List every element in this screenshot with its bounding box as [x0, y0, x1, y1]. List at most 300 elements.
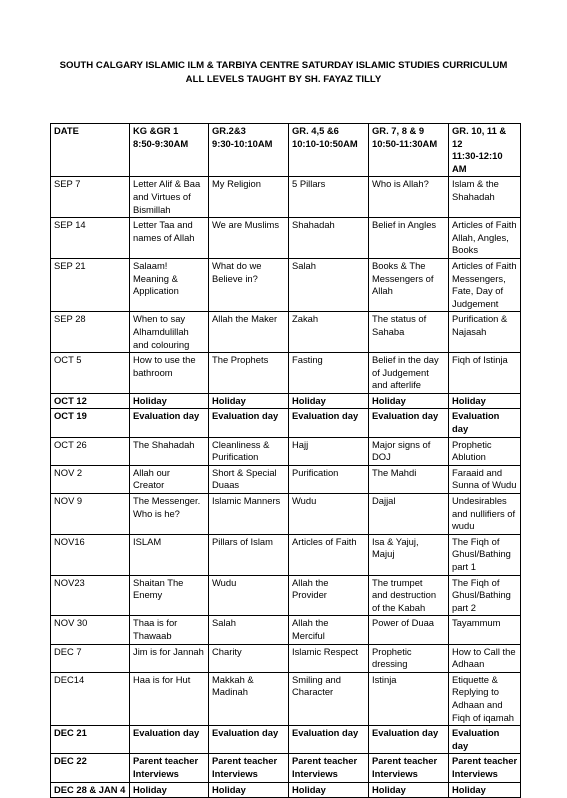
table-row — [51, 534, 521, 575]
topic-cell-gr2-3 — [209, 353, 289, 394]
cell-line: Undesirables — [452, 495, 507, 507]
cell-line: Holiday — [292, 394, 326, 406]
cell-line: Meaning & — [133, 272, 178, 284]
topic-cell-gr4-6 — [289, 644, 369, 672]
cell-line: Ghusl/Bathing — [452, 589, 511, 601]
cell-line: Parent teacher — [452, 755, 518, 767]
cell-line: My Religion — [212, 178, 261, 190]
cell-line: Purification & — [452, 313, 508, 325]
topic-cell-gr10-12 — [449, 353, 521, 394]
cell-line: Holiday — [212, 783, 246, 795]
cell-line: Judgement — [452, 297, 499, 309]
cell-line: Bismillah — [133, 203, 171, 215]
topic-cell-gr7-9 — [369, 494, 449, 535]
cell-line: How to use the — [133, 354, 196, 366]
topic-cell-gr4-6 — [289, 258, 369, 311]
cell-line: Letter Taa and — [133, 219, 193, 231]
cell-line: The trumpet — [372, 576, 423, 588]
cell-line: Madinah — [212, 686, 248, 698]
cell-line: Prophetic — [372, 645, 412, 657]
topic-cell-gr4-6 — [289, 672, 369, 725]
cell-line: The Shahadah — [133, 438, 195, 450]
topic-cell-gr4-6 — [289, 754, 369, 782]
cell-line: Belief in the day — [372, 354, 439, 366]
cell-line: Zakah — [292, 313, 319, 325]
cell-line: Haa is for Hut — [133, 673, 191, 685]
topic-cell-gr2-3 — [209, 258, 289, 311]
cell-line: Allah the — [292, 576, 329, 588]
cell-line: SEP 28 — [54, 313, 86, 325]
cell-line: and Virtues of — [133, 190, 191, 202]
cell-line: Ablution — [452, 451, 486, 463]
cell-line: DEC 22 — [54, 755, 87, 767]
cell-line: DEC 28 & JAN 4 — [54, 783, 126, 795]
topic-cell-gr2-3 — [209, 672, 289, 725]
cell-line: SEP 14 — [54, 219, 86, 231]
cell-line: Letter Alif & Baa — [133, 178, 201, 190]
topic-cell-kg-gr1 — [130, 575, 209, 616]
cell-line: Majuj — [372, 548, 395, 560]
cell-line: Smiling and — [292, 673, 341, 685]
table-header-row — [51, 124, 521, 177]
cell-line: NOV 2 — [54, 466, 83, 478]
topic-cell-gr4-6 — [289, 353, 369, 394]
table-row — [51, 575, 521, 616]
cell-line: OCT 26 — [54, 438, 87, 450]
cell-line: Believe in? — [212, 272, 258, 284]
cell-line: Evaluation day — [133, 410, 200, 422]
cell-line: Short & Special — [212, 466, 277, 478]
cell-line: Holiday — [133, 394, 167, 406]
cell-line: Allah, Angles, — [452, 231, 509, 243]
cell-line: Evaluation day — [292, 410, 359, 422]
cell-line: Articles of Faith — [452, 259, 517, 271]
topic-cell-gr2-3 — [209, 782, 289, 798]
cell-line: When to say — [133, 313, 186, 325]
topic-cell-gr7-9 — [369, 353, 449, 394]
cell-line: The Fiqh of — [452, 535, 500, 547]
cell-line: 10:10-10:50AM — [292, 137, 358, 149]
cell-line: Allah the Maker — [212, 313, 278, 325]
topic-cell-gr2-3 — [209, 465, 289, 493]
cell-line: Interviews — [452, 767, 498, 779]
cell-line: Makkah & — [212, 673, 254, 685]
column-header-gr4-6 — [289, 124, 369, 177]
cell-line: The status of — [372, 313, 427, 325]
topic-cell-gr4-6 — [289, 393, 369, 409]
cell-line: Interviews — [133, 767, 179, 779]
cell-line: Charity — [212, 645, 242, 657]
cell-line: ISLAM — [133, 535, 162, 547]
table-row — [51, 393, 521, 409]
cell-line: Pillars of Islam — [212, 535, 273, 547]
date-cell — [51, 534, 130, 575]
table-row — [51, 218, 521, 259]
table-row — [51, 672, 521, 725]
table-row — [51, 465, 521, 493]
topic-cell-gr2-3 — [209, 312, 289, 353]
topic-cell-gr7-9 — [369, 177, 449, 218]
topic-cell-gr10-12 — [449, 465, 521, 493]
cell-line: NOV16 — [54, 535, 85, 547]
cell-line: Sahaba — [372, 325, 405, 337]
topic-cell-gr7-9 — [369, 393, 449, 409]
cell-line: Adhaan — [452, 658, 485, 670]
topic-cell-gr10-12 — [449, 575, 521, 616]
cell-line: Wudu — [292, 495, 317, 507]
cell-line: Evaluation day — [212, 727, 279, 739]
cell-line: Evaluation day — [212, 410, 279, 422]
cell-line: Thaa is for — [133, 617, 178, 629]
cell-line: Salah — [292, 259, 316, 271]
topic-cell-gr10-12 — [449, 177, 521, 218]
topic-cell-gr7-9 — [369, 644, 449, 672]
cell-line: The Prophets — [212, 354, 269, 366]
cell-line: Allah — [372, 285, 393, 297]
topic-cell-gr4-6 — [289, 534, 369, 575]
cell-line: Evaluation day — [452, 727, 500, 751]
cell-line: Power of Duaa — [372, 617, 435, 629]
cell-line: Interviews — [372, 767, 418, 779]
topic-cell-gr10-12 — [449, 616, 521, 644]
cell-line: Articles of Faith — [452, 219, 517, 231]
table-row — [51, 177, 521, 218]
table-row — [51, 616, 521, 644]
cell-line: GR. 10, 11 & 12 — [452, 125, 507, 149]
topic-cell-gr10-12 — [449, 644, 521, 672]
topic-cell-kg-gr1 — [130, 409, 209, 437]
cell-line: DEC14 — [54, 673, 85, 685]
cell-line: Holiday — [372, 783, 406, 795]
topic-cell-gr7-9 — [369, 575, 449, 616]
topic-cell-gr7-9 — [369, 258, 449, 311]
topic-cell-gr7-9 — [369, 782, 449, 798]
cell-line: NOV23 — [54, 576, 85, 588]
topic-cell-gr7-9 — [369, 218, 449, 259]
cell-line: Alhamdulillah — [133, 325, 189, 337]
topic-cell-gr2-3 — [209, 754, 289, 782]
date-cell — [51, 437, 130, 465]
topic-cell-gr4-6 — [289, 312, 369, 353]
cell-line: KG &GR 1 — [133, 125, 179, 136]
topic-cell-gr10-12 — [449, 494, 521, 535]
cell-line: Messengers, — [452, 272, 506, 284]
document-title — [0, 59, 567, 87]
cell-line: Purification — [212, 451, 259, 463]
cell-line: GR. 4,5 &6 — [292, 125, 339, 136]
cell-line: DEC 21 — [54, 727, 87, 739]
cell-line: 5 Pillars — [292, 178, 326, 190]
date-cell — [51, 644, 130, 672]
topic-cell-gr7-9 — [369, 672, 449, 725]
topic-cell-kg-gr1 — [130, 218, 209, 259]
topic-cell-gr10-12 — [449, 393, 521, 409]
cell-line: Messengers of — [372, 272, 434, 284]
topic-cell-gr2-3 — [209, 494, 289, 535]
topic-cell-gr2-3 — [209, 218, 289, 259]
cell-line: GR.2&3 — [212, 125, 246, 136]
cell-line: 11:30-12:10 AM — [452, 150, 503, 174]
cell-line: 9:30-10:10AM — [212, 137, 273, 149]
cell-line: DEC 7 — [54, 645, 82, 657]
column-header-gr10-12 — [449, 124, 521, 177]
topic-cell-gr4-6 — [289, 575, 369, 616]
cell-line: Character — [292, 686, 334, 698]
table-row — [51, 258, 521, 311]
topic-cell-gr7-9 — [369, 465, 449, 493]
column-header-gr2-3 — [209, 124, 289, 177]
cell-line: Hajj — [292, 438, 309, 450]
topic-cell-kg-gr1 — [130, 644, 209, 672]
title-line-1: SOUTH CALGARY ISLAMIC ILM & TARBIYA CENTRE SATURDAY ISLAMIC STUDIES CURRICULUM — [59, 60, 508, 71]
cell-line: SEP 7 — [54, 178, 81, 190]
date-cell — [51, 409, 130, 437]
cell-line: and afterlife — [372, 379, 421, 391]
topic-cell-gr2-3 — [209, 644, 289, 672]
cell-line: dressing — [372, 658, 408, 670]
cell-line: Interviews — [292, 767, 338, 779]
topic-cell-gr10-12 — [449, 218, 521, 259]
table-row — [51, 409, 521, 437]
cell-line: Shahadah — [452, 190, 495, 202]
cell-line: Application — [133, 285, 179, 297]
topic-cell-kg-gr1 — [130, 312, 209, 353]
topic-cell-kg-gr1 — [130, 437, 209, 465]
cell-line: Fasting — [292, 354, 323, 366]
cell-line: Wudu — [212, 576, 237, 588]
table-row — [51, 782, 521, 798]
topic-cell-kg-gr1 — [130, 177, 209, 218]
cell-line: Najasah — [452, 325, 487, 337]
cell-line: SEP 21 — [54, 259, 86, 271]
cell-line: and destruction — [372, 589, 437, 601]
column-header-gr7-9 — [369, 124, 449, 177]
topic-cell-gr4-6 — [289, 782, 369, 798]
cell-line: and nullifiers of — [452, 507, 516, 519]
topic-cell-kg-gr1 — [130, 353, 209, 394]
topic-cell-gr2-3 — [209, 409, 289, 437]
topic-cell-gr7-9 — [369, 534, 449, 575]
cell-line: Jim is for Jannah — [133, 645, 204, 657]
date-cell — [51, 575, 130, 616]
cell-line: Islamic Manners — [212, 495, 281, 507]
cell-line: Tayammum — [452, 617, 501, 629]
cell-line: of the Kabah — [372, 601, 426, 613]
table-row — [51, 312, 521, 353]
date-cell — [51, 672, 130, 725]
topic-cell-gr10-12 — [449, 312, 521, 353]
cell-line: Provider — [292, 589, 327, 601]
table-row — [51, 353, 521, 394]
cell-line: Holiday — [212, 394, 246, 406]
topic-cell-kg-gr1 — [130, 754, 209, 782]
cell-line: Interviews — [212, 767, 258, 779]
topic-cell-gr7-9 — [369, 754, 449, 782]
date-cell — [51, 218, 130, 259]
topic-cell-gr2-3 — [209, 616, 289, 644]
date-cell — [51, 754, 130, 782]
topic-cell-gr7-9 — [369, 312, 449, 353]
topic-cell-gr4-6 — [289, 409, 369, 437]
cell-line: Holiday — [452, 394, 486, 406]
topic-cell-gr4-6 — [289, 616, 369, 644]
cell-line: 10:50-11:30AM — [372, 137, 438, 149]
topic-cell-gr2-3 — [209, 393, 289, 409]
cell-line: Evaluation day — [372, 727, 439, 739]
topic-cell-gr10-12 — [449, 409, 521, 437]
cell-line: Ghusl/Bathing — [452, 548, 511, 560]
date-cell — [51, 312, 130, 353]
topic-cell-kg-gr1 — [130, 465, 209, 493]
date-cell — [51, 177, 130, 218]
cell-line: Duaas — [212, 479, 240, 491]
cell-line: Dajjal — [372, 495, 396, 507]
cell-line: of Judgement — [372, 366, 429, 378]
cell-line: The Fiqh of — [452, 576, 500, 588]
cell-line: Purification — [292, 466, 339, 478]
cell-line: Sunna of Wudu — [452, 479, 517, 491]
cell-line: 8:50-9:30AM — [133, 137, 189, 149]
cell-line: Fiqh of Istinja — [452, 354, 508, 366]
cell-line: Adhaan and — [452, 698, 503, 710]
table-row — [51, 437, 521, 465]
date-cell — [51, 258, 130, 311]
cell-line: Articles of Faith — [292, 535, 357, 547]
topic-cell-kg-gr1 — [130, 672, 209, 725]
cell-line: Parent teacher — [292, 755, 358, 767]
cell-line: Fate, Day of — [452, 285, 504, 297]
cell-line: We are Muslims — [212, 219, 280, 231]
cell-line: Evaluation day — [133, 727, 200, 739]
cell-line: Books — [452, 244, 479, 256]
topic-cell-kg-gr1 — [130, 616, 209, 644]
topic-cell-gr2-3 — [209, 575, 289, 616]
cell-line: Merciful — [292, 629, 325, 641]
date-cell — [51, 782, 130, 798]
cell-line: NOV 9 — [54, 495, 83, 507]
cell-line: DATE — [54, 125, 79, 136]
curriculum-table — [50, 123, 521, 798]
cell-line: names of Allah — [133, 231, 195, 243]
topic-cell-gr7-9 — [369, 437, 449, 465]
cell-line: GR. 7, 8 & 9 — [372, 125, 425, 136]
cell-line: The Mahdi — [372, 466, 417, 478]
table-row — [51, 644, 521, 672]
topic-cell-gr4-6 — [289, 437, 369, 465]
cell-line: bathroom — [133, 366, 173, 378]
cell-line: Evaluation day — [292, 727, 359, 739]
cell-line: Etiquette & — [452, 673, 498, 685]
cell-line: Parent teacher — [133, 755, 199, 767]
cell-line: What do we — [212, 259, 262, 271]
topic-cell-gr2-3 — [209, 437, 289, 465]
cell-line: part 2 — [452, 601, 476, 613]
cell-line: Salaam! — [133, 259, 168, 271]
date-cell — [51, 353, 130, 394]
date-cell — [51, 494, 130, 535]
cell-line: The Messenger. — [133, 495, 201, 507]
cell-line: How to Call the — [452, 645, 516, 657]
cell-line: OCT 12 — [54, 394, 87, 406]
topic-cell-kg-gr1 — [130, 782, 209, 798]
cell-line: Allah the — [292, 617, 329, 629]
column-header-date — [51, 124, 130, 177]
topic-cell-gr4-6 — [289, 177, 369, 218]
cell-line: OCT 19 — [54, 410, 87, 422]
title-line-2: ALL LEVELS TAUGHT BY SH. FAYAZ TILLY — [185, 74, 382, 85]
cell-line: Faraaid and — [452, 466, 503, 478]
topic-cell-gr10-12 — [449, 782, 521, 798]
cell-line: Books & The — [372, 259, 426, 271]
topic-cell-kg-gr1 — [130, 534, 209, 575]
topic-cell-gr2-3 — [209, 177, 289, 218]
topic-cell-gr10-12 — [449, 672, 521, 725]
topic-cell-gr4-6 — [289, 494, 369, 535]
topic-cell-kg-gr1 — [130, 258, 209, 311]
cell-line: Allah our — [133, 466, 171, 478]
cell-line: Holiday — [292, 783, 326, 795]
cell-line: Parent teacher — [372, 755, 438, 767]
date-cell — [51, 393, 130, 409]
cell-line: Who is he? — [133, 507, 180, 519]
date-cell — [51, 465, 130, 493]
topic-cell-kg-gr1 — [130, 494, 209, 535]
cell-line: Evaluation day — [372, 410, 439, 422]
topic-cell-gr4-6 — [289, 465, 369, 493]
cell-line: Major signs of — [372, 438, 431, 450]
cell-line: Cleanliness & — [212, 438, 270, 450]
cell-line: part 1 — [452, 561, 476, 572]
cell-line: Who is Allah? — [372, 178, 429, 190]
cell-line: Thawaab — [133, 629, 172, 641]
topic-cell-gr10-12 — [449, 534, 521, 575]
cell-line: Istinja — [372, 673, 397, 685]
table-row — [51, 754, 521, 782]
cell-line: Creator — [133, 479, 165, 491]
topic-cell-gr10-12 — [449, 754, 521, 782]
topic-cell-gr4-6 — [289, 218, 369, 259]
date-cell — [51, 616, 130, 644]
cell-line: Holiday — [372, 394, 406, 406]
cell-line: Replying to — [452, 686, 499, 698]
cell-line: and colouring — [133, 338, 190, 350]
cell-line: Shaitan The — [133, 576, 184, 588]
cell-line: Evaluation day — [452, 410, 500, 435]
topic-cell-gr10-12 — [449, 258, 521, 311]
cell-line: Fiqh of iqamah — [452, 711, 515, 723]
cell-line: Holiday — [133, 783, 167, 795]
cell-line: OCT 5 — [54, 354, 82, 366]
cell-line: Shahadah — [292, 219, 335, 231]
topic-cell-kg-gr1 — [130, 393, 209, 409]
cell-line: Salah — [212, 617, 236, 629]
topic-cell-gr7-9 — [369, 616, 449, 644]
topic-cell-gr10-12 — [449, 437, 521, 465]
table-row — [51, 494, 521, 535]
cell-line: Isa & Yajuj, — [372, 535, 419, 547]
cell-line: NOV 30 — [54, 617, 88, 629]
cell-line: wudu — [452, 520, 475, 532]
topic-cell-gr7-9 — [369, 409, 449, 437]
cell-line: Belief in Angles — [372, 219, 437, 231]
cell-line: Enemy — [133, 589, 163, 601]
cell-line: Prophetic — [452, 438, 492, 450]
cell-line: DOJ — [372, 451, 391, 463]
cell-line: Islamic Respect — [292, 645, 359, 657]
cell-line: Parent teacher — [212, 755, 278, 767]
topic-cell-gr2-3 — [209, 534, 289, 575]
cell-line: Islam & the — [452, 178, 499, 190]
